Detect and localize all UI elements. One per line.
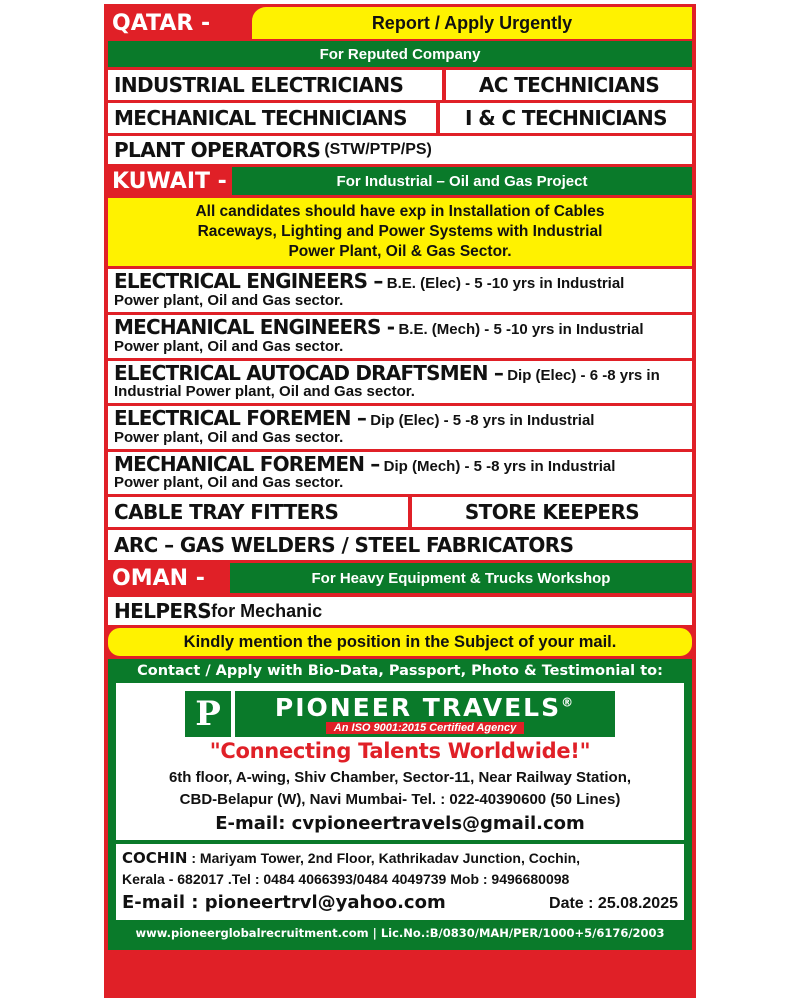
kuwait-arc-row xyxy=(108,530,692,560)
heavy-equipment-banner: For Heavy Equipment & Trucks Workshop xyxy=(230,563,692,593)
plant-operators-note: (STW/PTP/PS) xyxy=(324,141,432,158)
contact-section xyxy=(108,659,692,950)
footer-website-license[interactable]: www.pioneerglobalrecruitment.com | Lic.No.:B/0830/MAH/PER/1000+5/6176/2003 xyxy=(116,923,684,944)
tagline: "Connecting Talents Worldwide!" xyxy=(209,739,591,764)
job-desc-line2: Industrial Power plant, Oil and Gas sector. xyxy=(114,383,415,401)
helpers-title: HELPERS xyxy=(114,599,212,624)
job-mechanical-technicians: MECHANICAL TECHNICIANS xyxy=(108,103,436,133)
pioneer-emblem-icon: P xyxy=(185,691,231,737)
cochin-label: COCHIN xyxy=(122,848,188,867)
cochin-address: : Mariyam Tower, 2nd Floor, Kathrikadav Junction, Cochin, xyxy=(187,849,581,866)
job-desc-line2: Power plant, Oil and Gas sector. xyxy=(114,428,344,446)
kuwait-label: KUWAIT - xyxy=(112,168,227,194)
job-desc-line2: Power plant, Oil and Gas sector. xyxy=(114,474,344,492)
iso-certification: An ISO 9001:2015 Certified Agency xyxy=(326,722,524,734)
contact-card xyxy=(116,683,684,840)
job-plant-operators xyxy=(108,136,692,164)
job-desc-line2: Power plant, Oil and Gas sector. xyxy=(114,292,344,310)
job-desc: B.E. (Elec) - 5 -10 yrs in Industrial xyxy=(382,275,625,293)
qatar-header xyxy=(108,7,692,39)
job-desc: B.E. (Mech) - 5 -10 yrs in Industrial xyxy=(394,320,644,338)
kuwait-header xyxy=(108,167,692,195)
job-advertisement xyxy=(104,4,696,998)
job-ic-technicians: I & C TECHNICIANS xyxy=(440,103,692,133)
cochin-office xyxy=(116,844,684,920)
kuwait-jobs-row xyxy=(108,497,692,527)
logo-name-block xyxy=(235,691,615,737)
plant-operators-title: PLANT OPERATORS xyxy=(114,138,321,162)
qatar-subbanner-row xyxy=(108,41,692,67)
qatar-label: QATAR - xyxy=(112,10,211,36)
qatar-jobs-row-1 xyxy=(108,70,692,100)
notice-line-1: All candidates should have exp in Installation of Cables xyxy=(195,203,605,220)
oman-label: OMAN - xyxy=(112,565,205,591)
job-mechanical-engineers xyxy=(108,315,692,358)
mention-row xyxy=(108,628,692,656)
ad-date: Date : 25.08.2025 xyxy=(549,894,678,912)
notice-line-3: Power Plant, Oil & Gas Sector. xyxy=(288,243,512,261)
candidates-notice xyxy=(108,198,692,266)
pioneer-travels-logo xyxy=(185,691,615,737)
oman-helpers-row xyxy=(108,597,692,625)
job-helpers xyxy=(108,597,692,625)
reputed-company-banner: For Reputed Company xyxy=(108,41,692,67)
job-electrical-engineers xyxy=(108,269,692,312)
job-title: ELECTRICAL AUTOCAD DRAFTSMEN – xyxy=(114,360,504,385)
job-desc: Dip (Mech) - 5 -8 yrs in Industrial xyxy=(379,457,616,475)
job-desc: Dip (Elec) - 6 -8 yrs in xyxy=(503,366,660,384)
contact-email[interactable]: E-mail: cvpioneertravels@gmail.com xyxy=(215,812,585,834)
qatar-jobs-row-2 xyxy=(108,103,692,133)
job-electrical-autocad-draftsmen xyxy=(108,361,692,404)
address-line-2: CBD-Belapur (W), Navi Mumbai- Tel. : 022-40390600 (50 Lines) xyxy=(179,790,621,808)
company-name: PIONEER TRAVELS xyxy=(274,692,562,722)
company-name-line xyxy=(274,692,576,722)
job-arc-gas-welders: ARC – GAS WELDERS / STEEL FABRICATORS xyxy=(108,530,692,560)
job-cable-tray-fitters: CABLE TRAY FITTERS xyxy=(108,497,408,527)
helpers-note: for Mechanic xyxy=(211,600,323,621)
address-block xyxy=(124,767,676,811)
job-title: ELECTRICAL FOREMEN – xyxy=(114,406,367,431)
job-desc: Dip (Elec) - 5 -8 yrs in Industrial xyxy=(366,412,595,430)
industrial-oil-gas-banner: For Industrial – Oil and Gas Project xyxy=(232,167,692,195)
job-ac-technicians: AC TECHNICIANS xyxy=(446,70,692,100)
job-industrial-electricians: INDUSTRIAL ELECTRICIANS xyxy=(108,70,442,100)
registered-mark: ® xyxy=(561,695,576,710)
job-store-keepers: STORE KEEPERS xyxy=(412,497,692,527)
contact-heading: Contact / Apply with Bio-Data, Passport, Photo & Testimonial to: xyxy=(137,663,663,680)
job-mechanical-foremen xyxy=(108,452,692,495)
job-title: MECHANICAL ENGINEERS - xyxy=(114,314,395,339)
notice-line-2: Raceways, Lighting and Power Systems with Industrial xyxy=(197,223,603,241)
cochin-phone-line: Kerala - 682017 .Tel : 0484 4066393/0484 4049739 Mob : 9496680098 xyxy=(122,871,570,888)
job-electrical-foremen xyxy=(108,406,692,449)
qatar-plant-row xyxy=(108,136,692,164)
job-desc-line2: Power plant, Oil and Gas sector. xyxy=(114,337,344,355)
address-line-1: 6th floor, A-wing, Shiv Chamber, Sector-11, Near Railway Station, xyxy=(168,769,632,787)
report-apply-banner: Report / Apply Urgently xyxy=(252,7,692,39)
oman-header xyxy=(108,563,692,593)
job-title: ELECTRICAL ENGINEERS – xyxy=(114,269,383,294)
cochin-email[interactable]: E-mail : pioneertrvl@yahoo.com xyxy=(122,891,446,913)
job-title: MECHANICAL FOREMEN – xyxy=(114,451,380,476)
cochin-email-row xyxy=(122,890,678,916)
mention-position-note: Kindly mention the position in the Subject of your mail. xyxy=(108,628,692,656)
